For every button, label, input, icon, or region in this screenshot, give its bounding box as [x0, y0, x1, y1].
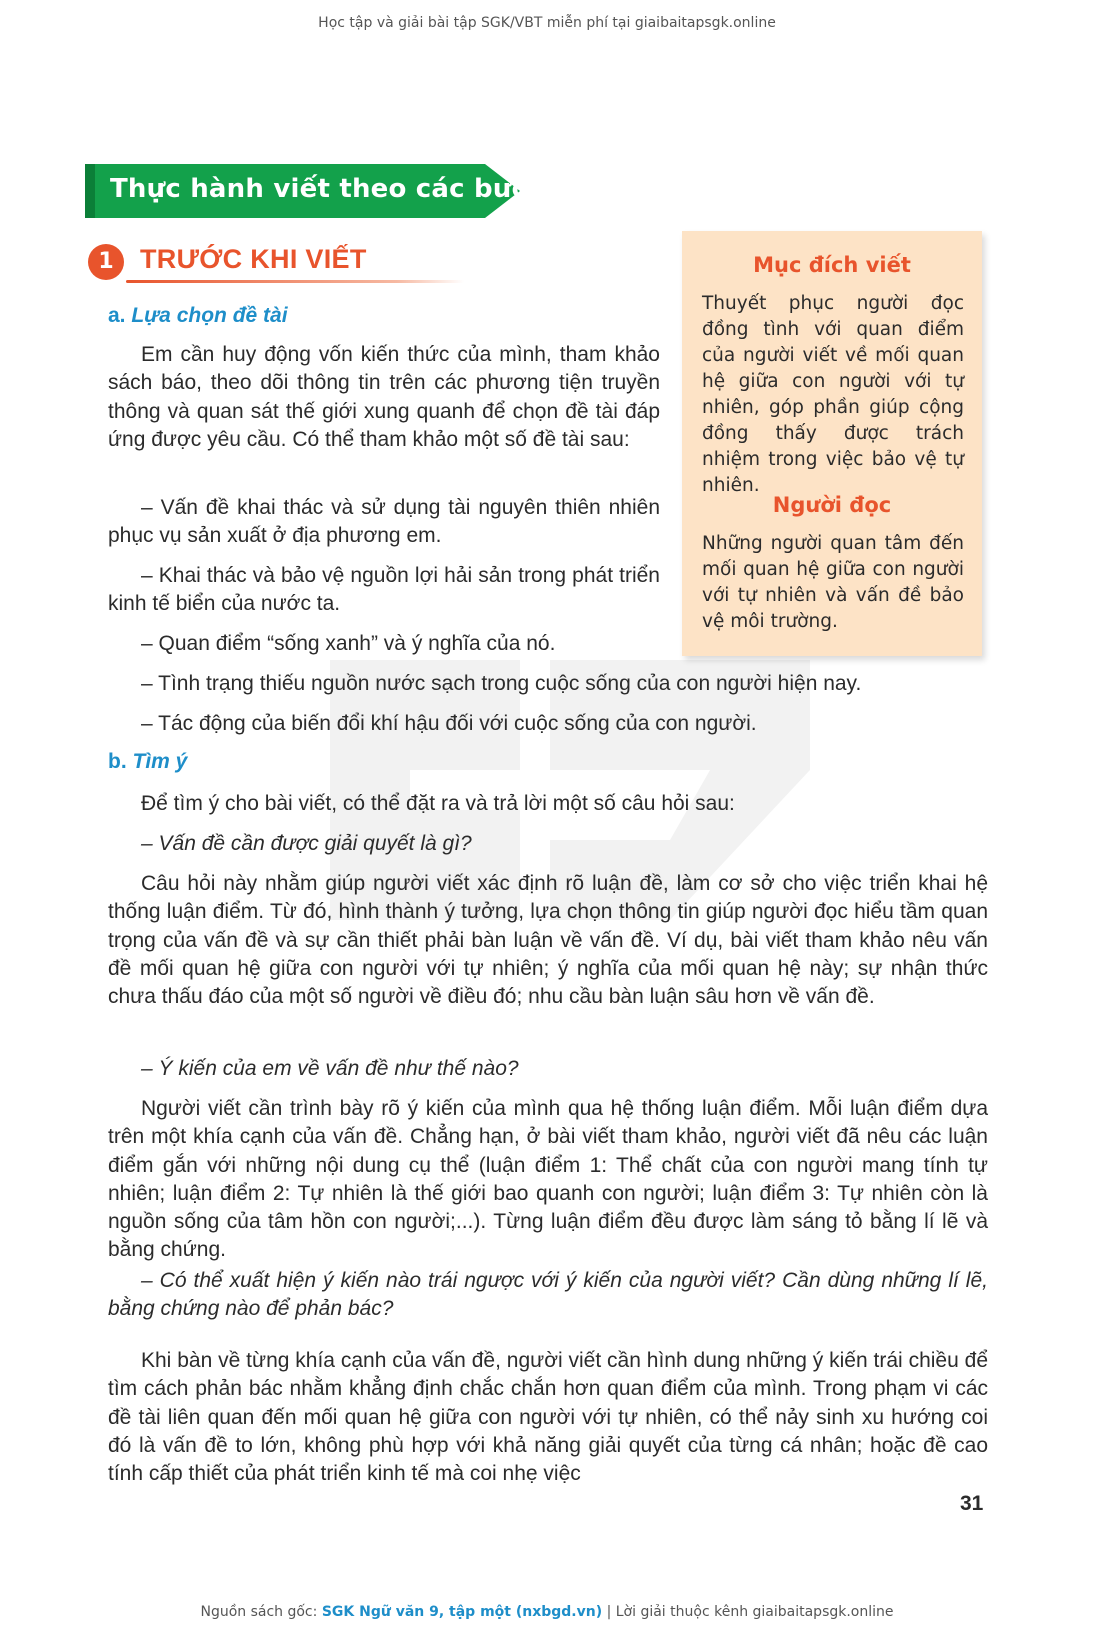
- topic-item: – Tình trạng thiếu nguồn nước sạch trong cuộc sống của con người hiện nay.: [141, 672, 862, 695]
- footer-suffix: | Lời giải thuộc kênh giaibaitapsgk.online: [606, 1604, 894, 1620]
- section-b-heading: [108, 750, 187, 774]
- answer-2: Người viết cần trình bày rõ ý kiến của mình qua hệ thống luận điểm. Mỗi luận điểm dựa trên một khía cạnh của vấn đề. Chẳng hạn, ở bài viết tham khảo, người viết đã nêu các luận điểm gắn với những nội dung cụ thể (luận điểm 1: Thể chất của con người mang tính tự nhiên; luận điểm 2: Tự nhiên là thế giới bao quanh con người; luận điểm 3: Tự nhiên còn là nguồn sống của tâm hồn con người;...). Từng luận điểm đều được làm sáng tỏ bằng lí lẽ và bằng chứng.: [108, 1097, 988, 1262]
- section-a-title: Lựa chọn đề tài: [131, 304, 288, 327]
- step-underline: [126, 280, 464, 283]
- section-b-title: Tìm ý: [132, 750, 188, 773]
- page-number: 31: [960, 1492, 984, 1515]
- banner-title: Thực hành viết theo các bước: [110, 174, 546, 204]
- purpose-reader-box: [682, 231, 982, 656]
- footer-credit: [0, 1604, 1094, 1620]
- section-a-heading: [108, 304, 288, 328]
- reader-text: Những người quan tâm đến mối quan hệ giữa con người với tự nhiên và vấn đề bảo vệ môi trường.: [702, 533, 964, 632]
- topic-item: – Quan điểm “sống xanh” và ý nghĩa của nó.: [141, 632, 556, 655]
- section-b-intro: Để tìm ý cho bài viết, có thể đặt ra và trả lời một số câu hỏi sau:: [141, 792, 735, 815]
- question-1: – Vấn đề cần được giải quyết là gì?: [141, 832, 472, 855]
- answer-3: Khi bàn về từng khía cạnh của vấn đề, người viết cần hình dung những ý kiến trái chiều để tìm cách phản bác nhằm khẳng định chắc chắn hơn quan điểm của mình. Trong phạm vi các đề tài liên quan đến mối quan hệ giữa con người với tự nhiên, có thể nảy sinh xu hướng coi đó là vấn đề to lớn, không phù hợp với khả năng giải quyết của từng cá nhân; hoặc đề cao tính cấp thiết của phát triển kinh tế mà coi nhẹ việc: [108, 1349, 988, 1486]
- step-title: TRƯỚC KHI VIẾT: [140, 244, 367, 274]
- section-a-intro: Em cần huy động vốn kiến thức của mình, tham khảo sách báo, theo dõi thông tin trên các phương tiện truyền thông và quan sát thế giới xung quanh để chọn đề tài đáp ứng được yêu cầu. Có thể tham khảo một số đề tài sau:: [108, 343, 660, 451]
- section-b-label: b.: [108, 750, 127, 773]
- footer-source-link[interactable]: SGK Ngữ văn 9, tập một (nxbgd.vn): [321, 1604, 603, 1620]
- topic-item: – Tác động của biến đổi khí hậu đối với cuộc sống của con người.: [141, 712, 757, 735]
- topic-item: – Vấn đề khai thác và sử dụng tài nguyên thiên nhiên phục vụ sản xuất ở địa phương em.: [108, 496, 660, 548]
- question-3: – Có thể xuất hiện ý kiến nào trái ngược với ý kiến của người viết? Cần dùng những lí lẽ, bằng chứng nào để phản bác?: [108, 1269, 988, 1321]
- question-2: – Ý kiến của em về vấn đề như thế nào?: [141, 1057, 519, 1080]
- step-number-badge: 1: [88, 244, 124, 280]
- footer-prefix: Nguồn sách gốc:: [200, 1604, 318, 1620]
- answer-1: Câu hỏi này nhằm giúp người viết xác định rõ luận đề, làm cơ sở cho việc triển khai hệ thống luận điểm. Từ đó, hình thành ý tưởng, lựa chọn thông tin giúp người đọc hiểu tầm quan trọng của vấn đề và sự cần thiết phải bàn luận về vấn đề. Ví dụ, bài viết tham khảo nêu vấn đề mối quan hệ giữa con người với tự nhiên; ý nghĩa của mối quan hệ này; sự nhận thức chưa thấu đáo của một số người về điều đó; nhu cầu bàn luận sâu hơn về vấn đề.: [108, 872, 988, 1009]
- purpose-text: Thuyết phục người đọc đồng tình với quan điểm của người viết về mối quan hệ giữa con người với tự nhiên, góp phần giúp cộng đồng thấy được trách nhiệm trong việc bảo vệ tự nhiên.: [702, 293, 964, 496]
- reader-heading: Người đọc: [772, 493, 892, 517]
- section-a-label: a.: [108, 304, 126, 327]
- header-credit: Học tập và giải bài tập SGK/VBT miễn phí tại giaibaitapsgk.online: [318, 15, 776, 31]
- purpose-heading: Mục đích viết: [753, 253, 911, 277]
- topic-item: – Khai thác và bảo vệ nguồn lợi hải sản trong phát triển kinh tế biển của nước ta.: [108, 564, 660, 616]
- banner-edge: [85, 164, 95, 218]
